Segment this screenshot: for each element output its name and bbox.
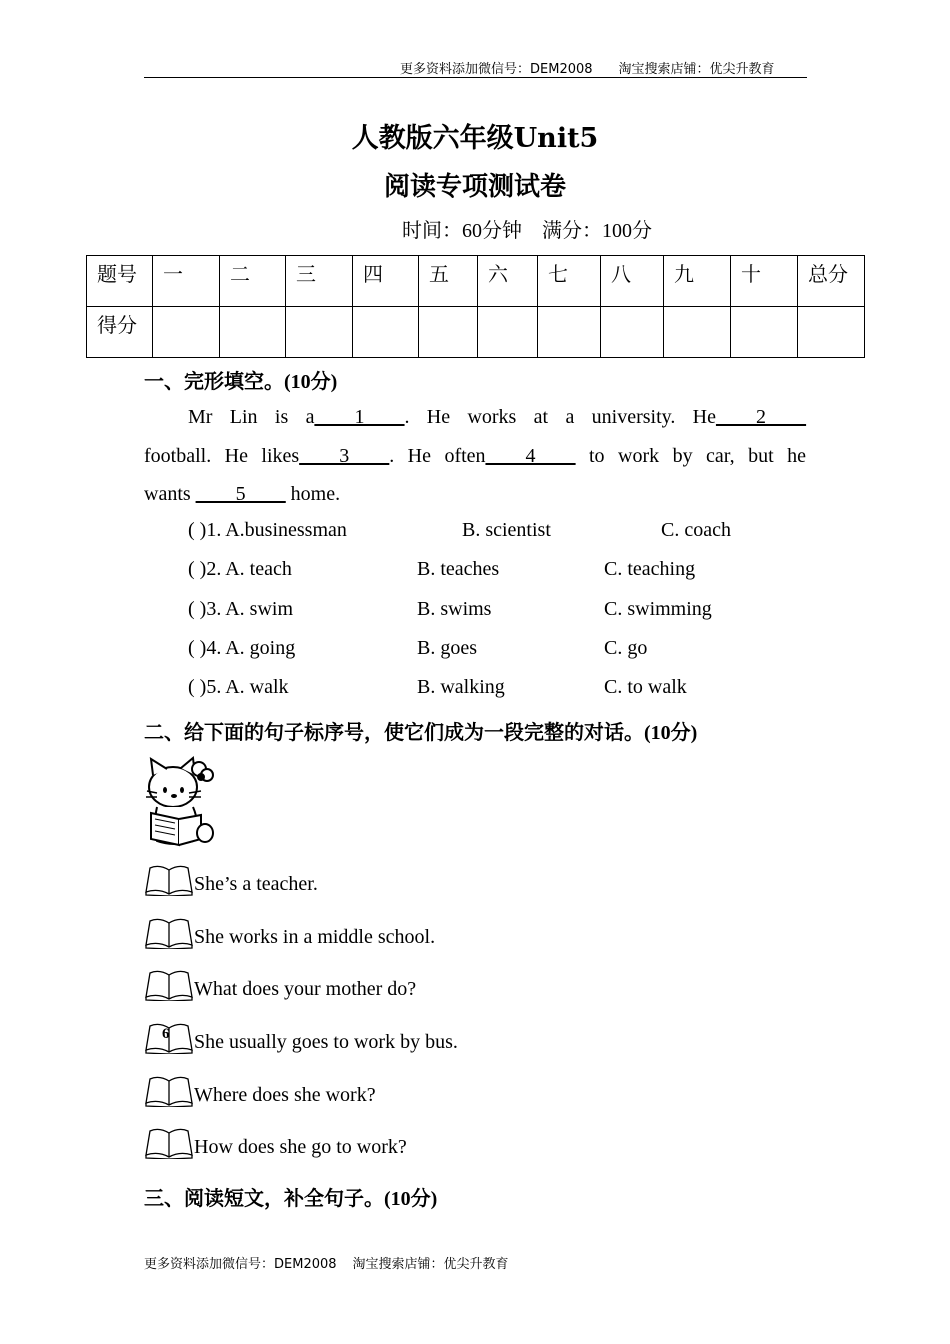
page-header bbox=[400, 58, 775, 77]
score-input-cell[interactable] bbox=[601, 307, 664, 358]
open-book-icon[interactable] bbox=[144, 915, 194, 949]
question-3 bbox=[188, 598, 788, 637]
open-book-icon[interactable] bbox=[144, 967, 194, 1001]
table-cell: 一 bbox=[153, 256, 220, 307]
dialogue-item bbox=[144, 1073, 376, 1107]
table-cell: 八 bbox=[601, 256, 664, 307]
open-book-icon[interactable] bbox=[144, 1020, 194, 1054]
score-input-cell[interactable] bbox=[664, 307, 731, 358]
header-shop: 淘宝搜索店铺：优尖升教育 bbox=[618, 62, 775, 77]
passage-text: wants bbox=[144, 483, 196, 505]
page-footer bbox=[144, 1253, 509, 1272]
table-cell: 十 bbox=[731, 256, 798, 307]
question-stem[interactable]: ( )4. A. going bbox=[188, 637, 296, 659]
question-stem[interactable]: ( )5. A. walk bbox=[188, 676, 289, 698]
table-cell: 九 bbox=[664, 256, 731, 307]
question-stem[interactable]: ( )2. A. teach bbox=[188, 558, 292, 580]
question-stem[interactable]: ( )3. A. swim bbox=[188, 598, 293, 620]
option-b[interactable]: B. teaches bbox=[417, 558, 500, 580]
table-cell: 二 bbox=[220, 256, 286, 307]
table-cell: 四 bbox=[353, 256, 419, 307]
question-5 bbox=[188, 676, 788, 715]
dialogue-text: She’s a teacher. bbox=[194, 873, 318, 895]
passage-line bbox=[144, 398, 806, 437]
passage-line bbox=[144, 475, 806, 514]
table-cell: 题号 bbox=[87, 256, 153, 307]
passage-text: . He often bbox=[389, 444, 486, 467]
passage-line bbox=[144, 437, 806, 476]
blank-1[interactable]: ____1____ bbox=[314, 406, 405, 428]
blank-5[interactable]: ____5____ bbox=[195, 483, 286, 505]
question-1 bbox=[188, 519, 788, 558]
open-book-icon[interactable] bbox=[144, 862, 194, 896]
section1-heading: 一、完形填空。(10分) bbox=[144, 371, 338, 393]
passage-text: home. bbox=[285, 483, 341, 505]
dialogue-item bbox=[144, 915, 435, 949]
dialogue-text: How does she go to work? bbox=[194, 1136, 407, 1158]
page-subtitle: 阅读专项测试卷 bbox=[383, 172, 566, 202]
option-c[interactable]: C. swimming bbox=[604, 598, 712, 620]
score-input-cell[interactable] bbox=[731, 307, 798, 358]
dialogue-text: What does your mother do? bbox=[194, 978, 417, 1000]
score-table-score-row bbox=[87, 307, 865, 358]
table-cell: 三 bbox=[286, 256, 353, 307]
header-wechat: 更多资料添加微信号：DEM2008 bbox=[400, 62, 593, 77]
question-4 bbox=[188, 637, 788, 676]
header-divider bbox=[144, 77, 807, 78]
cloze-passage bbox=[144, 398, 806, 514]
table-cell: 得分 bbox=[87, 307, 153, 358]
dialogue-item bbox=[144, 1020, 458, 1054]
question-2 bbox=[188, 558, 788, 597]
score-input-cell[interactable] bbox=[153, 307, 220, 358]
exam-score: 满分：100分 bbox=[542, 220, 652, 242]
question-stem[interactable]: ( )1. A.businessman bbox=[188, 519, 347, 541]
score-input-cell[interactable] bbox=[286, 307, 353, 358]
section3-heading: 三、阅读短文，补全句子。(10分) bbox=[144, 1188, 438, 1210]
dialogue-text: She usually goes to work by bus. bbox=[194, 1031, 458, 1053]
open-book-icon[interactable] bbox=[144, 1125, 194, 1159]
table-cell: 六 bbox=[478, 256, 538, 307]
open-book-icon[interactable] bbox=[144, 1073, 194, 1107]
footer-shop: 淘宝搜索店铺：优尖升教育 bbox=[352, 1257, 509, 1272]
dialogue-text: Where does she work? bbox=[194, 1084, 376, 1106]
option-c[interactable]: C. coach bbox=[661, 519, 731, 541]
dialogue-text: She works in a middle school. bbox=[194, 926, 436, 948]
score-input-cell[interactable] bbox=[798, 307, 865, 358]
option-b[interactable]: B. swims bbox=[417, 598, 492, 620]
option-c[interactable]: C. teaching bbox=[604, 558, 696, 580]
table-cell: 七 bbox=[538, 256, 601, 307]
order-number: 6 bbox=[162, 1026, 170, 1042]
passage-text: . He works at a university. He bbox=[404, 406, 717, 428]
option-b[interactable]: B. scientist bbox=[462, 519, 551, 541]
passage-text: Mr Lin is a bbox=[188, 406, 315, 428]
option-b[interactable]: B. goes bbox=[417, 637, 477, 659]
section2-heading: 二、给下面的句子标序号，使它们成为一段完整的对话。(10分) bbox=[144, 722, 698, 744]
table-cell: 五 bbox=[419, 256, 478, 307]
score-table-header-row bbox=[87, 256, 865, 307]
exam-info bbox=[402, 214, 652, 243]
dialogue-item bbox=[144, 1125, 407, 1159]
score-table bbox=[86, 255, 865, 358]
blank-2[interactable]: ____2____ bbox=[716, 406, 807, 428]
footer-wechat: 更多资料添加微信号：DEM2008 bbox=[144, 1257, 337, 1272]
blank-4[interactable]: ____4____ bbox=[485, 444, 576, 467]
option-c[interactable]: C. go bbox=[604, 637, 648, 659]
dialogue-item bbox=[144, 862, 318, 896]
passage-text: to work by car, but he bbox=[575, 444, 806, 467]
passage-text: football. He likes bbox=[144, 444, 300, 467]
score-input-cell[interactable] bbox=[538, 307, 601, 358]
score-input-cell[interactable] bbox=[353, 307, 419, 358]
table-cell: 总分 bbox=[798, 256, 865, 307]
blank-3[interactable]: ____3____ bbox=[299, 444, 390, 467]
option-c[interactable]: C. to walk bbox=[604, 676, 687, 698]
score-input-cell[interactable] bbox=[419, 307, 478, 358]
exam-time: 时间：60分钟 bbox=[402, 220, 522, 242]
score-input-cell[interactable] bbox=[478, 307, 538, 358]
score-input-cell[interactable] bbox=[220, 307, 286, 358]
page-title: 人教版六年级Unit5 bbox=[351, 123, 599, 154]
kitty-reading-illustration bbox=[143, 755, 219, 849]
option-b[interactable]: B. walking bbox=[417, 676, 505, 698]
dialogue-item bbox=[144, 967, 416, 1001]
